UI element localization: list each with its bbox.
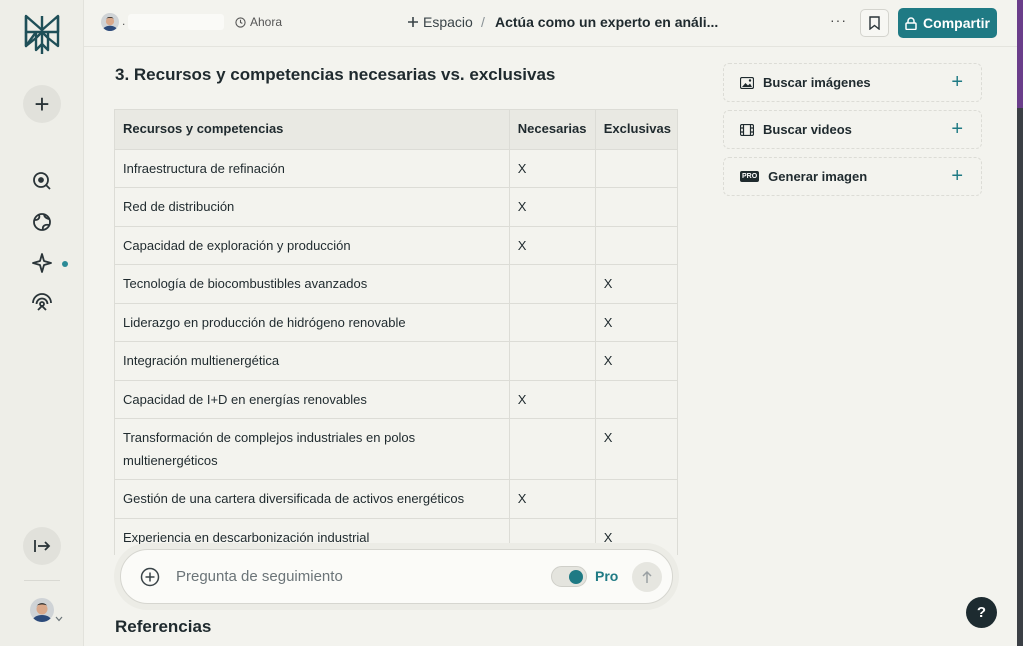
resource-cell: Infraestructura de refinación xyxy=(115,149,509,188)
new-thread-button[interactable]: + xyxy=(23,85,61,123)
table-row xyxy=(115,380,678,419)
plus-icon xyxy=(407,16,419,28)
user-avatar[interactable] xyxy=(30,598,54,622)
thread-title[interactable]: Actúa como un experto en análi... xyxy=(495,14,719,30)
resource-cell: Tecnología de biocombustibles avanzados xyxy=(115,265,509,304)
search-images-button[interactable]: Buscar imágenes + xyxy=(723,63,982,102)
plus-icon: + xyxy=(951,118,963,140)
spaces-icon[interactable] xyxy=(31,292,53,314)
references-heading: Referencias xyxy=(115,617,212,636)
necesarias-cell xyxy=(509,303,595,342)
table-header-resources: Recursos y competencias xyxy=(115,110,509,149)
more-options-button[interactable]: ··· xyxy=(830,12,847,28)
resource-cell: Capacidad de exploración y producción xyxy=(115,226,509,265)
table-row xyxy=(115,480,678,519)
bookmark-button[interactable] xyxy=(860,9,889,37)
add-to-space-button[interactable]: Espacio xyxy=(407,14,473,30)
necesarias-cell: X xyxy=(509,380,595,419)
resource-cell: Experiencia en descarbonización industrial xyxy=(115,518,509,555)
table-row xyxy=(115,226,678,265)
exclusivas-cell xyxy=(595,149,678,188)
necesarias-cell xyxy=(509,419,595,480)
exclusivas-cell: X xyxy=(595,342,678,381)
collapse-sidebar-button[interactable] xyxy=(23,527,61,565)
globe-icon[interactable] xyxy=(31,211,53,233)
redacted-name xyxy=(128,14,224,30)
table-row xyxy=(115,149,678,188)
table-row xyxy=(115,342,678,381)
table-row xyxy=(115,265,678,304)
arrow-right-bar-icon xyxy=(33,539,51,553)
exclusivas-cell: X xyxy=(595,303,678,342)
search-videos-button[interactable]: Buscar videos + xyxy=(723,110,982,149)
sparkle-icon[interactable] xyxy=(31,252,53,274)
exclusivas-cell: X xyxy=(595,265,678,304)
resource-cell: Red de distribución xyxy=(115,188,509,227)
exclusivas-cell xyxy=(595,226,678,265)
arrow-up-icon xyxy=(641,570,653,584)
author-name: . xyxy=(122,14,126,28)
attach-plus-icon[interactable] xyxy=(140,567,160,587)
toggle-knob xyxy=(569,570,583,584)
necesarias-cell: X xyxy=(509,188,595,227)
resource-cell: Gestión de una cartera diversificada de activos energéticos xyxy=(115,480,509,519)
section-heading: 3. Recursos y competencias necesarias vs. exclusivas xyxy=(115,65,556,84)
notification-dot xyxy=(62,261,68,267)
table-header-necesarias: Necesarias xyxy=(509,110,595,149)
table-row xyxy=(115,419,678,480)
bookmark-icon xyxy=(869,16,880,30)
exclusivas-cell: X xyxy=(595,419,678,480)
search-icon[interactable] xyxy=(31,170,53,192)
help-button[interactable]: ? xyxy=(966,597,997,628)
timestamp: Ahora xyxy=(235,15,282,29)
film-icon xyxy=(740,124,754,136)
necesarias-cell: X xyxy=(509,480,595,519)
resource-cell: Transformación de complejos industriales en polos multienergéticos xyxy=(115,419,509,480)
pro-label: Pro xyxy=(595,568,619,584)
clock-icon xyxy=(235,17,246,28)
image-icon xyxy=(740,77,754,89)
followup-input[interactable]: Pregunta de seguimiento xyxy=(176,568,343,585)
necesarias-cell xyxy=(509,342,595,381)
thread-header xyxy=(84,0,1017,47)
left-sidebar xyxy=(0,0,84,646)
table-header-exclusivas: Exclusivas xyxy=(595,110,678,149)
author-avatar xyxy=(101,13,119,31)
exclusivas-cell xyxy=(595,380,678,419)
necesarias-cell: X xyxy=(509,149,595,188)
pro-toggle[interactable] xyxy=(551,566,587,587)
plus-icon: + xyxy=(951,71,963,93)
generate-image-button[interactable]: PRO Generar imagen + xyxy=(723,157,982,196)
necesarias-cell xyxy=(509,265,595,304)
perplexity-logo-icon[interactable] xyxy=(22,12,62,56)
exclusivas-cell: X xyxy=(595,518,678,555)
resources-table xyxy=(115,110,678,555)
resource-cell: Capacidad de I+D en energías renovables xyxy=(115,380,509,419)
chevron-down-icon[interactable] xyxy=(55,616,63,622)
share-button[interactable]: Compartir xyxy=(898,8,997,38)
exclusivas-cell xyxy=(595,480,678,519)
sidebar-divider xyxy=(24,580,60,581)
table-row xyxy=(115,188,678,227)
lock-icon xyxy=(905,17,917,30)
resource-cell: Liderazgo en producción de hidrógeno renovable xyxy=(115,303,509,342)
followup-input-bar xyxy=(120,549,673,604)
breadcrumb-separator: / xyxy=(481,14,485,30)
table-row xyxy=(115,303,678,342)
resources-table-container xyxy=(114,109,678,555)
pro-badge-icon: PRO xyxy=(742,173,758,180)
resource-cell: Integración multienergética xyxy=(115,342,509,381)
necesarias-cell: X xyxy=(509,226,595,265)
submit-button[interactable] xyxy=(632,562,662,592)
exclusivas-cell xyxy=(595,188,678,227)
adjacent-window-strip-top xyxy=(1017,0,1023,108)
plus-icon: + xyxy=(951,165,963,187)
